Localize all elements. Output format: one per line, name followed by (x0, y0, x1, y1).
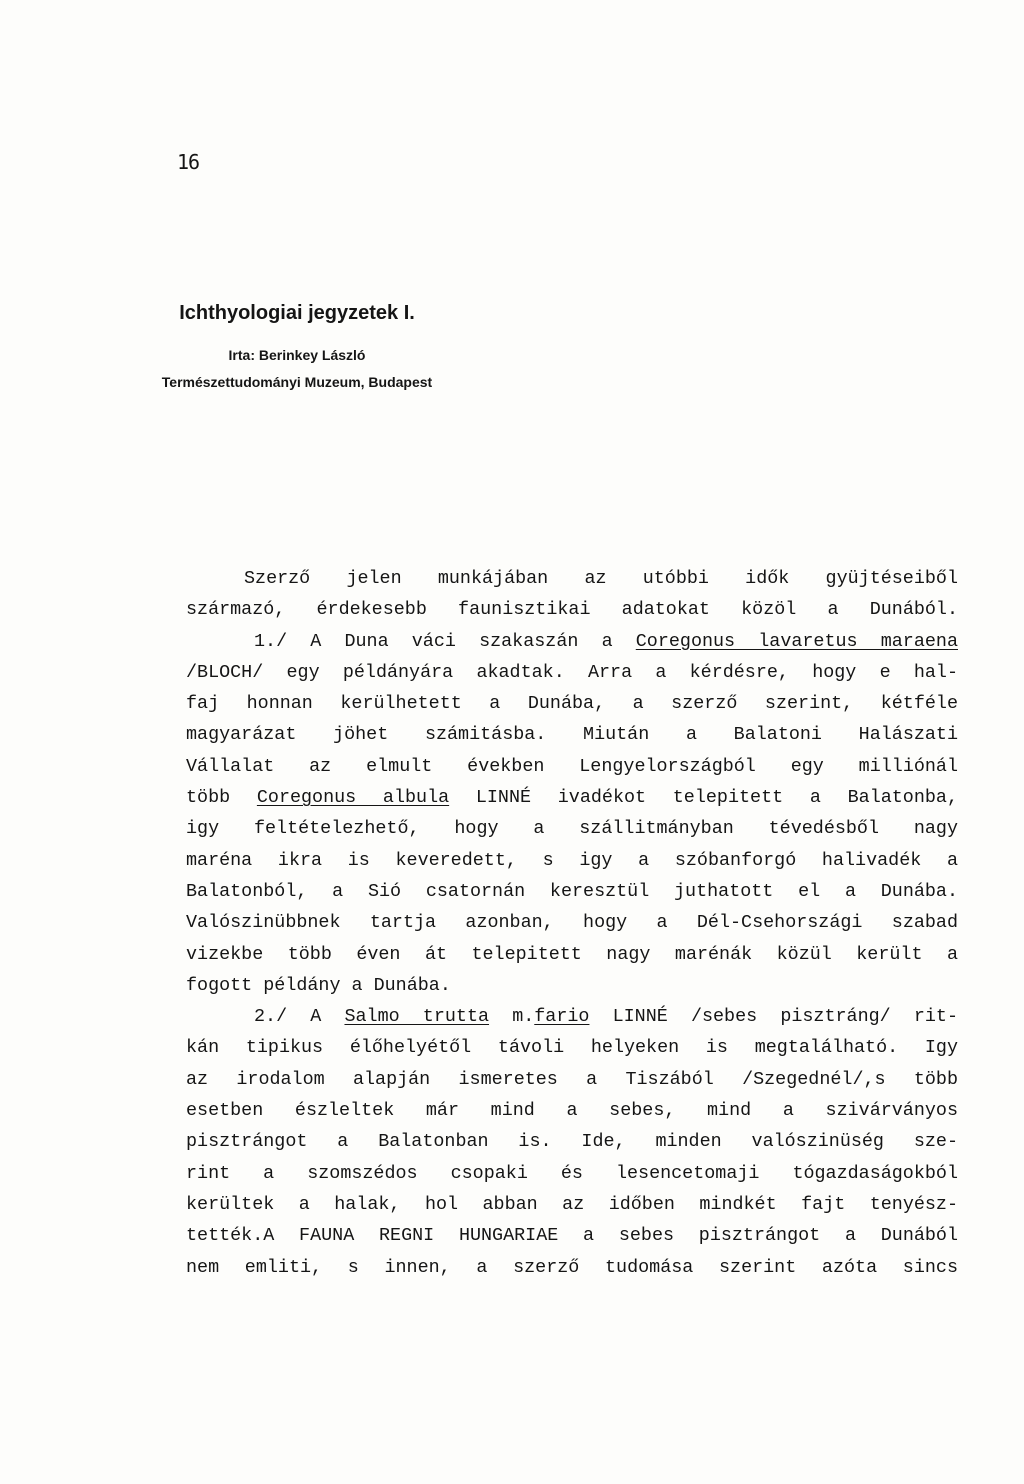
body-text-span: több (186, 787, 257, 809)
article-heading (0, 302, 1024, 390)
species-name: Salmo trutta (344, 1006, 490, 1028)
article-title: Ichthyologiai jegyzetek I. (179, 302, 415, 324)
body-line: kán tipikus élőhelyétől távoli helyeken is megtalálható. Igy (186, 1037, 958, 1059)
body-line: az irodalom alapján ismeretes a Tiszából /Szegednél/,s több (186, 1068, 958, 1090)
body-text-span: LINNÉ /sebes pisztráng/ rit- (589, 1006, 958, 1028)
body-line: kerültek a halak, hol abban az időben mindkét fajt tenyész- (186, 1193, 958, 1215)
species-name: Coregonus lavaretus maraena (635, 630, 958, 652)
body-line: fogott példány a Dunába. (186, 974, 451, 996)
article-body (186, 563, 958, 1283)
body-line: /BLOCH/ egy példányára akadtak. Arra a kérdésre, hogy e hal- (186, 661, 958, 683)
page-number: 16 (177, 150, 200, 174)
body-line (186, 626, 958, 657)
article-author: Irta: Berinkey László (228, 347, 366, 363)
body-line: vizekbe több éven át telepitett nagy marénák közül került a (186, 943, 958, 965)
body-line (186, 782, 958, 813)
body-line: Szerző jelen munkájában az utóbbi idők gyüjtéseiből (244, 568, 958, 589)
body-line (186, 1001, 958, 1032)
species-name: fario (534, 1006, 590, 1028)
body-line: maréna ikra is keveredett, s igy a szóbanforgó halivadék a (186, 849, 958, 871)
body-line: nem emliti, s innen, a szerző tudomása szerint azóta sincs (186, 1256, 958, 1278)
body-line: Vállalat az elmult években Lengyelországból egy milliónál (186, 755, 958, 777)
body-line: igy feltételezhető, hogy a szállitmányban tévedésből nagy (186, 818, 958, 840)
body-line: rint a szomszédos csopaki és lesencetomaji tógazdaságokból (186, 1162, 958, 1184)
body-text-span: 1./ A Duna váci szakaszán a (254, 630, 636, 652)
body-line: pisztrángot a Balatonban is. Ide, minden valószinüség sze- (186, 1131, 958, 1153)
species-name: Coregonus albula (256, 787, 450, 809)
body-line: tették.A FAUNA REGNI HUNGARIAE a sebes pisztrángot a Dunából (186, 1225, 958, 1247)
author-affiliation: Természettudományi Muzeum, Budapest (161, 374, 433, 390)
body-line: magyarázat jöhet számitásba. Miután a Balatoni Halászati (186, 724, 958, 746)
body-text-span: m. (489, 1006, 535, 1028)
body-line: faj honnan kerülhetett a Dunába, a szerző szerint, kétféle (186, 693, 958, 715)
body-line: Balatonból, a Sió csatornán keresztül juthatott el a Dunába. (186, 880, 958, 902)
body-line: Valószinübbnek tartja azonban, hogy a Dél-Csehországi szabad (186, 912, 958, 934)
body-text-span: 2./ A (254, 1006, 345, 1028)
body-line: származó, érdekesebb faunisztikai adatokat közöl a Dunából. (186, 599, 958, 621)
body-line: esetben észleltek már mind a sebes, mind a szivárványos (186, 1100, 958, 1122)
body-text-span: LINNÉ ivadékot telepitett a Balatonba, (449, 787, 958, 809)
